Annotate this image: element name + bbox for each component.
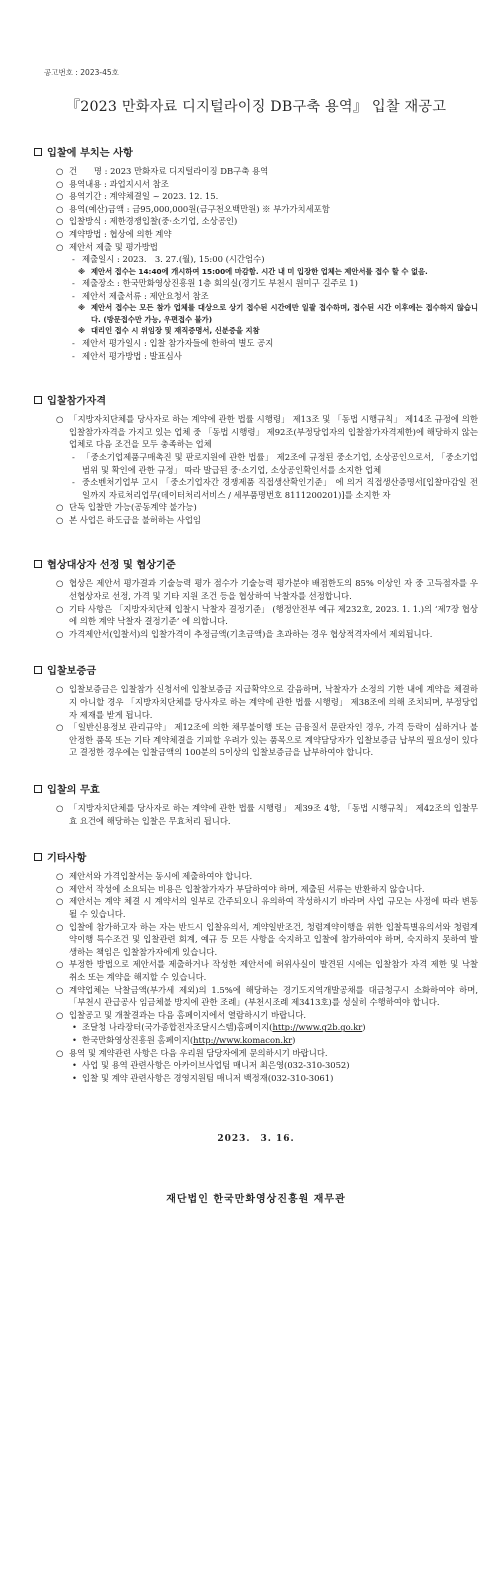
circle-bullet-icon: ○ (56, 502, 64, 513)
circle-bullet-icon: ○ (56, 603, 64, 614)
circle-bullet-icon: ○ (56, 871, 64, 882)
dash-icon: - (72, 290, 75, 301)
section-invalid-bid (34, 781, 478, 827)
circle-bullet-icon: ○ (56, 883, 64, 894)
sub-item: - 제출장소 : 한국만화영상진흥원 1층 회의실(경기도 부천시 원미구 길주로 1) (72, 278, 358, 289)
notice-date: 2023. 3. 16. (217, 1134, 295, 1145)
section-bid-bond (34, 662, 478, 759)
list-item: ○ 부정한 방법으로 제안서를 제출하거나 작성한 제안서에 허위사실이 발견된 시에는 입찰참가 자격 제한 및 낙찰 취소 또는 계약을 해지할 수 있습니다. (56, 959, 478, 982)
circle-bullet-icon: ○ (56, 514, 64, 525)
circle-bullet-icon: ○ (56, 684, 64, 695)
circle-bullet-icon: ○ (56, 1009, 64, 1020)
list-item: ○ 제안서 작성에 소요되는 비용은 입찰참가자가 부담하여야 하며, 제출된 서류는 반환하지 않습니다. (56, 883, 425, 894)
dot-bullet-icon: • (72, 1034, 77, 1045)
circle-bullet-icon: ○ (56, 921, 64, 932)
sub-item: - 제안서 평가일시 : 입찰 참가자들에 한하여 별도 공지 (72, 337, 274, 348)
bullet-item: • 조달청 나라장터(국가종합전자조달시스템)홈페이지(http://www.g2b.go.kr) (72, 1022, 366, 1033)
list-item: ○ 「지방자치단체를 당사자로 하는 계약에 관한 법률 시행령」 제39조 4항, 「동법 시행규칙」 제42조의 입찰무효 요건에 해당하는 입찰은 무효처리 됩니다. (56, 803, 478, 826)
checkbox-square-icon (34, 785, 42, 793)
asterisk-icon: ※ (78, 266, 86, 276)
circle-bullet-icon: ○ (56, 203, 64, 214)
circle-bullet-icon: ○ (56, 896, 64, 907)
asterisk-icon: ※ (78, 326, 86, 336)
notice-number: 공고번호 : 2023-45호 (44, 68, 119, 77)
circle-bullet-icon: ○ (56, 803, 64, 813)
checkbox-square-icon (34, 853, 42, 861)
section-title: 입찰에 부치는 사항 (47, 148, 133, 159)
list-item: ○ 계약방법 : 협상에 의한 계약 (56, 228, 172, 239)
section-eligibility (34, 392, 478, 526)
checkbox-square-icon (34, 148, 42, 156)
list-item: ○ 입찰에 참가하고자 하는 자는 반드시 입찰유의서, 계약일반조건, 청렴계약이행을 위한 입찰특별유의서와 청렴계약이행 특수조건 및 입찰관련 회계, 예규 등 모든 사항을 숙지하고 입찰에 참가하여야 하며, 숙지하지 못하여 발생하는 책임은 입찰참가자에게 있습니다. (56, 921, 478, 957)
section-title: 입찰의 무효 (47, 785, 100, 796)
issuing-organization: 재단법인 한국만화영상진흥원 재무관 (166, 1194, 346, 1206)
section-other (34, 849, 478, 1084)
dot-bullet-icon: • (72, 1022, 77, 1033)
list-item: ○ 본 사업은 하도급을 불허하는 사업임 (56, 514, 202, 525)
dash-icon: - (72, 477, 75, 488)
list-item: ○ 용역 및 계약관련 사항은 다음 우리원 담당자에게 문의하시기 바랍니다. (56, 1047, 328, 1058)
komacon-link[interactable]: http://www.komacon.kr (193, 1034, 293, 1045)
dash-icon: - (72, 350, 75, 361)
sub-item: - 제안서 평가방법 : 발표심사 (72, 350, 182, 361)
sub-item: - 제출일시 : 2023. 3. 27.(월), 15:00 (시간엄수) (72, 254, 265, 265)
list-item: ○ 제안서 제출 및 평가방법 (56, 241, 158, 252)
section-bid-items (34, 144, 478, 362)
circle-bullet-icon: ○ (56, 191, 64, 202)
circle-bullet-icon: ○ (56, 241, 64, 252)
list-item: ○ 단독 입찰만 가능(공동계약 불가능) (56, 502, 197, 513)
bullet-item: • 사업 및 용역 관련사항은 아카이브사업팀 매니저 최은영(032-310-3052) (72, 1060, 350, 1071)
section-title: 협상대상자 선정 및 협상기준 (47, 560, 176, 572)
note: ※ 제안서 접수는 14:40에 개시하여 15:00에 마감함. 시간 내 미 입장한 업체는 제안서를 접수 할 수 없음. (78, 266, 428, 276)
circle-bullet-icon: ○ (56, 628, 64, 639)
sub-item: - 「중소기업제품구매촉진 및 판로지원에 관한 법률」 제2조에 규정된 중소기업, 소상공인으로서, 「중소기업 범위 및 확인에 관한 규정」 따라 발급된 중·소기업, 소상공인확인서를 소지한 업체 (72, 451, 478, 475)
circle-bullet-icon: ○ (56, 722, 64, 733)
list-item: ○ 「지방자치단체를 당사자로 하는 계약에 관한 법률 시행령」 제13조 및 「동법 시행규칙」 제14조 규정에 의한 입찰참가자격을 가지고 있는 업체 중 「동법 시행령」 제92조(부정당업자의 입찰참가자격제한)에 해당하지 않는 업체로 다음 조건을 모두 충족하는 업체 (56, 414, 478, 450)
circle-bullet-icon: ○ (56, 959, 64, 970)
note: ※ 제안서 접수는 모든 참가 업체를 대상으로 상기 접수된 시간에만 일괄 접수하며, 접수된 시간 이후에는 접수하지 않습니다. (방문접수만 가능, 우편접수 불가) (78, 303, 478, 324)
bullet-item: • 한국만화영상진흥원 홈페이지(http://www.komacon.kr) (72, 1034, 296, 1045)
sub-item: - 중소벤처기업부 고시 「중소기업자간 경쟁제품 직접생산확인기준」 에 의거 직접생산증명서[입찰마감일 전일까지 자료처리업무(데이터처리서비스 / 세부품명번호 8111200201)]를 소지한 자 (72, 477, 478, 500)
checkbox-square-icon (34, 666, 42, 674)
circle-bullet-icon: ○ (56, 1047, 64, 1058)
list-item: ○ 제안서는 계약 체결 시 계약서의 일부로 간주되오니 유의하여 작성하시기 바라며 사업 규모는 사정에 따라 변동될 수 있습니다. (56, 896, 478, 919)
circle-bullet-icon: ○ (56, 216, 64, 227)
list-item: ○ 협상은 제안서 평가결과 기술능력 평가 점수가 기술능력 평가분야 배점한도의 85% 이상인 자 중 고득점자를 우선협상자로 선정, 가격 및 기타 지원 조건 등을 협상하여 낙찰자를 선정합니다. (56, 578, 478, 602)
g2b-link[interactable]: http://www.g2b.go.kr (272, 1022, 363, 1033)
list-item: ○ 용역(예산)금액 : 금95,000,000원(금구천오백만원) ※ 부가가치세포함 (56, 203, 330, 214)
circle-bullet-icon: ○ (56, 228, 64, 239)
circle-bullet-icon: ○ (56, 578, 64, 589)
section-negotiation (34, 556, 478, 640)
list-item: ○ 입찰보증금은 입찰참가 신청서에 입찰보증금 지급확약으로 갈음하며, 낙찰자가 소정의 기한 내에 계약을 체결하지 아니할 경우 「지방자치단체를 당사자로 하는 계약에 관한 법률 시행령」 제38조에 의해 조치되며, 부정당업자 제재를 받게 됩니다. (56, 684, 478, 720)
checkbox-square-icon (34, 396, 42, 404)
section-title: 입찰보증금 (47, 666, 97, 678)
circle-bullet-icon: ○ (56, 414, 64, 425)
section-title: 입찰참가자격 (47, 396, 107, 408)
list-item: ○ 입찰방식 : 제한경쟁입찰(중·소기업, 소상공인) (56, 216, 238, 227)
list-item: ○ 제안서와 가격입찰서는 동시에 제출하여야 합니다. (56, 871, 253, 882)
document-title: 『2023 만화자료 디지털라이징 DB구축 용역』 입찰 재공고 (65, 99, 447, 115)
circle-bullet-icon: ○ (56, 984, 64, 995)
dot-bullet-icon: • (72, 1060, 77, 1071)
list-item: ○ 용역내용 : 과업지시서 참조 (56, 178, 169, 189)
dot-bullet-icon: • (72, 1072, 77, 1083)
list-item: ○ 건 명 : 2023 만화자료 디지털라이징 DB구축 용역 (56, 166, 269, 176)
asterisk-icon: ※ (78, 303, 86, 313)
list-item: ○ 용역기간 : 계약체결일 ~ 2023. 12. 15. (56, 191, 219, 202)
dash-icon: - (72, 254, 75, 265)
circle-bullet-icon: ○ (56, 166, 64, 176)
circle-bullet-icon: ○ (56, 178, 64, 189)
dash-icon: - (72, 451, 75, 462)
list-item: ○ 입찰공고 및 개찰결과는 다음 홈페이지에서 열람하시기 바랍니다. (56, 1009, 307, 1020)
checkbox-square-icon (34, 560, 42, 568)
list-item: ○ 기타 사항은 「지방자치단체 입찰시 낙찰자 결정기준」 (행정안전부 예규 제232호, 2023. 1. 1.)의 ‘제7장 협상에 의한 계약 낙찰자 결정기준’ 에 의합니다. (56, 603, 478, 627)
dash-icon: - (72, 337, 75, 348)
list-item: ○ 가격제안서(입찰서)의 입찰가격이 추정금액(기초금액)을 초과하는 경우 협상적격자에서 제외됩니다. (56, 628, 433, 639)
section-title: 기타사항 (47, 853, 87, 865)
bullet-item: • 입찰 및 계약 관련사항은 경영지원팀 매니저 백정재(032-310-3061) (72, 1072, 334, 1083)
sub-item: - 제안서 제출서류 : 제안요청서 참조 (72, 290, 209, 301)
list-item: ○ 「일반신용정보 관리규약」 제12조에 의한 채무불이행 또는 금융질서 문란자인 경우, 가격 등락이 심하거나 불안정한 품목 또는 기타 계약체결을 기피할 우려가 있는 품목으로 계약담당자가 입찰보증금 납부의 필요성이 있다고 결정한 경우에는 입찰금액의 100분의 5이상의 입찰보증금을 납부하여야 합니다. (56, 722, 478, 758)
list-item: ○ 계약업체는 낙찰금액(부가세 제외)의 1.5%에 해당하는 경기도지역개발공채를 대금청구시 소화하여야 하며, 「부천시 관급공사 임금체불 방지에 관한 조례」(부천시조례 제3413호)를 성실히 수행하여야 합니다. (56, 984, 478, 1008)
dash-icon: - (72, 278, 75, 289)
note: ※ 대리인 접수 시 위임장 및 재직증명서, 신분증을 지참 (78, 326, 260, 336)
